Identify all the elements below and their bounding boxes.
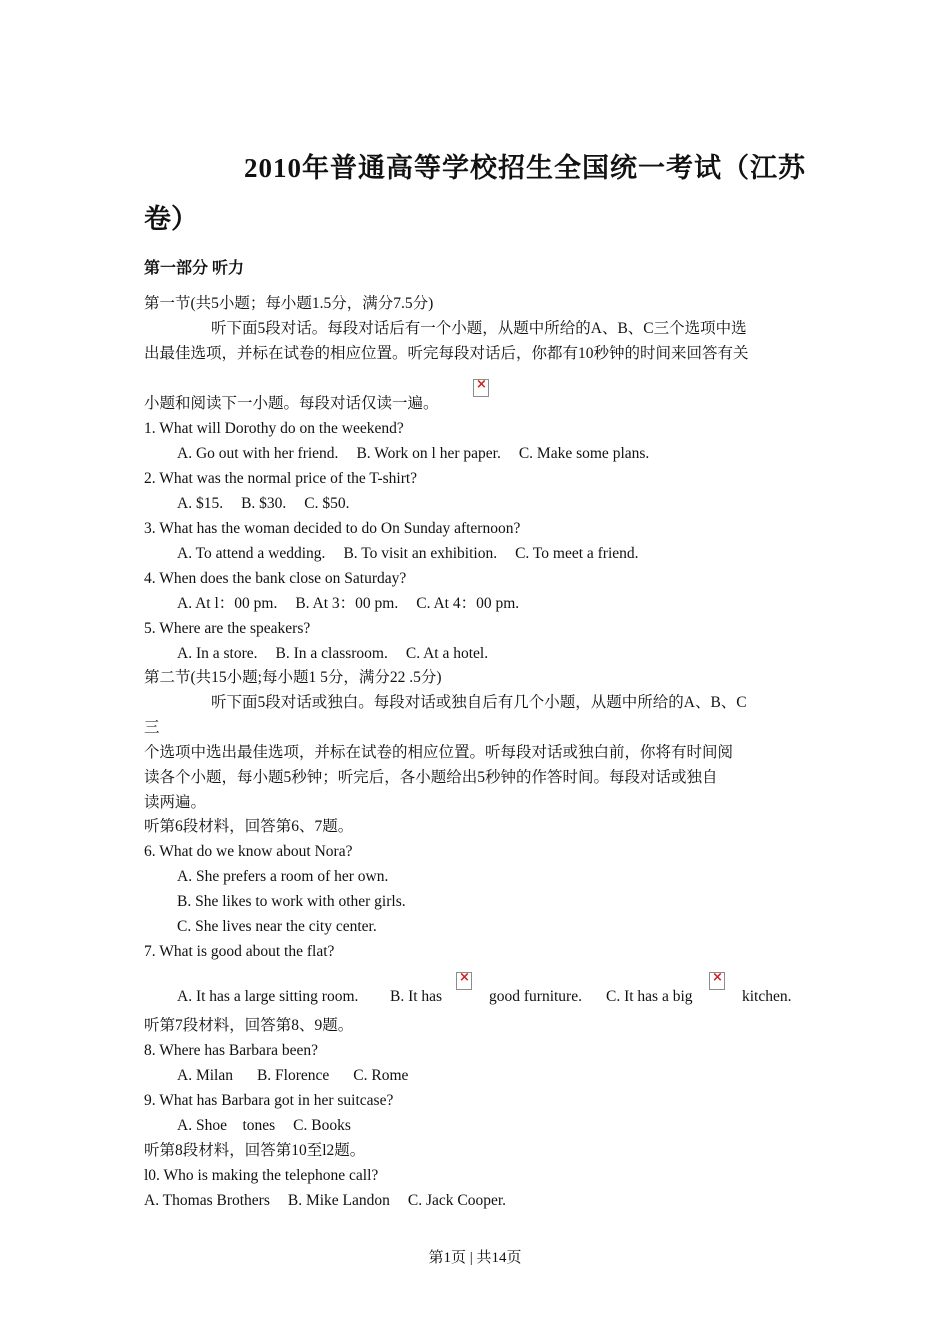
section1-header: 第一节(共5小题；每小题1.5分，满分7.5分)	[144, 295, 434, 312]
section1-instruction-3: 小题和阅读下一小题。每段对话仅读一遍。	[144, 395, 439, 412]
option-a: A. At l：00 pm.	[177, 595, 278, 612]
question-6: 6. What do we know about Nora?	[144, 843, 353, 860]
question-4-options	[177, 594, 519, 614]
question-7-option-b-end: good furniture.	[489, 988, 582, 1005]
question-2-options	[177, 494, 350, 514]
option-c: C. To meet a friend.	[515, 545, 639, 562]
section2-instruction-5: 读两遍。	[144, 794, 207, 811]
option-a: A. To attend a wedding.	[177, 545, 326, 562]
material-6-label: 听第6段材料，回答第6、7题。	[144, 818, 354, 835]
option-c: C. At a hotel.	[405, 645, 489, 662]
broken-image-icon	[473, 379, 489, 397]
question-1-options	[177, 444, 649, 464]
option-a: A. $15.	[177, 495, 224, 512]
question-6-option-b: B. She likes to work with other girls.	[177, 893, 406, 910]
page-title-line2: 卷）	[144, 204, 198, 234]
question-5-options	[177, 644, 488, 664]
option-c: C. Books	[293, 1117, 351, 1134]
option-b: B. To visit an exhibition.	[343, 545, 498, 562]
section2-instruction-2: 三	[144, 719, 160, 736]
question-5: 5. Where are the speakers?	[144, 620, 311, 637]
section1-instruction-2: 出最佳选项，并标在试卷的相应位置。听完每段对话后，你都有10秒钟的时间来回答有关	[144, 345, 749, 362]
question-7: 7. What is good about the flat?	[144, 943, 335, 960]
question-7-option-a: A. It has a large sitting room.	[177, 988, 359, 1005]
part1-heading: 第一部分 听力	[144, 260, 245, 277]
material-7-label: 听第7段材料，回答第8、9题。	[144, 1017, 354, 1034]
broken-image-icon	[709, 972, 725, 990]
page-title-line1: 2010年普通高等学校招生全国统一考试（江苏	[244, 153, 806, 183]
question-6-option-c: C. She lives near the city center.	[177, 918, 377, 935]
section2-instruction-4: 读各个小题，每小题5秒钟；听完后，各小题给出5秒钟的作答时间。每段对话或独自	[144, 769, 718, 786]
option-c: C. At 4：00 pm.	[416, 595, 520, 612]
material-8-label: 听第8段材料，回答第10至l2题。	[144, 1142, 366, 1159]
question-8-options	[177, 1066, 408, 1086]
option-b: B. Florence	[256, 1067, 330, 1084]
broken-image-icon	[456, 972, 472, 990]
question-2: 2. What was the normal price of the T-shirt?	[144, 470, 418, 487]
section2-instruction-3: 个选项中选出最佳选项，并标在试卷的相应位置。听每段对话或独白前，你将有时间阅	[144, 744, 734, 761]
section2-instruction-1: 听下面5段对话或独白。每段对话或独自后有几个小题，从题中所给的A、B、C	[211, 694, 747, 711]
question-8: 8. Where has Barbara been?	[144, 1042, 318, 1059]
option-c: C. Make some plans.	[518, 445, 650, 462]
option-a: A. Go out with her friend.	[177, 445, 339, 462]
option-c: C. Rome	[353, 1067, 409, 1084]
option-a: A. In a store.	[177, 645, 258, 662]
option-a: A. Milan	[177, 1067, 233, 1084]
question-1: 1. What will Dorothy do on the weekend?	[144, 420, 404, 437]
question-3-options	[177, 544, 639, 564]
question-6-option-a: A. She prefers a room of her own.	[177, 868, 389, 885]
question-9-options	[177, 1116, 351, 1136]
question-3: 3. What has the woman decided to do On Sunday afternoon?	[144, 520, 521, 537]
option-c: C. Jack Cooper.	[407, 1192, 507, 1209]
option-b: B. At 3：00 pm.	[295, 595, 399, 612]
question-10-options	[144, 1191, 506, 1211]
option-a: A. Thomas Brothers	[144, 1192, 270, 1209]
option-a: A. Shoe tones	[177, 1117, 276, 1134]
question-7-option-c-end: kitchen.	[742, 988, 792, 1005]
option-b: B. Mike Landon	[287, 1192, 390, 1209]
page-footer: 第1页 | 共14页	[428, 1250, 522, 1266]
section2-header: 第二节(共15小题;每小题1 5分，满分22 .5分)	[144, 669, 442, 686]
question-9: 9. What has Barbara got in her suitcase?	[144, 1092, 394, 1109]
option-b: B. $30.	[241, 495, 287, 512]
question-7-option-c-start: C. It has a big	[606, 988, 693, 1005]
option-b: B. Work on l her paper.	[356, 445, 501, 462]
option-b: B. In a classroom.	[275, 645, 388, 662]
question-4: 4. When does the bank close on Saturday?	[144, 570, 407, 587]
question-7-option-b-start: B. It has	[390, 988, 443, 1005]
section1-instruction-1: 听下面5段对话。每段对话后有一个小题，从题中所给的A、B、C三个选项中选	[211, 320, 747, 337]
option-c: C. $50.	[304, 495, 350, 512]
question-10: l0. Who is making the telephone call?	[144, 1167, 379, 1184]
